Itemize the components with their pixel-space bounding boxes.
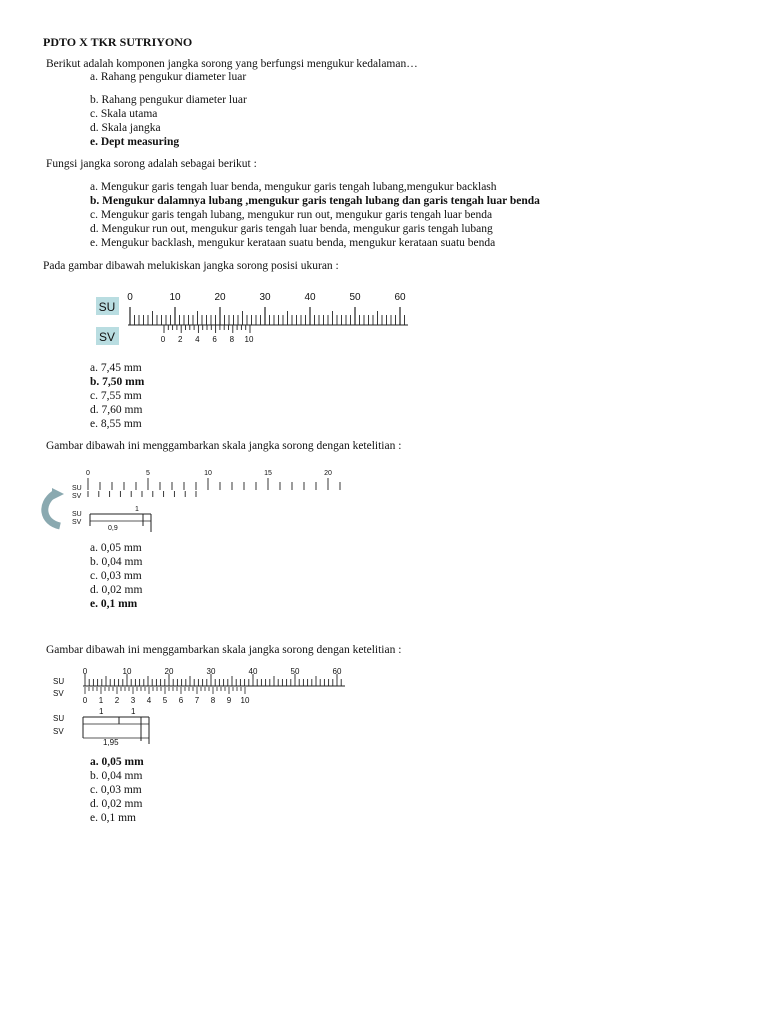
q2-option-b: b. Mengukur dalamnya lubang ,mengukur garis tengah lubang dan garis tengah luar benda [90, 195, 540, 207]
q1-option-b: b. Rahang pengukur diameter luar [90, 94, 247, 106]
q2-option-c: c. Mengukur garis tengah lubang, mengukur run out, mengukur garis tengah luar benda [90, 209, 493, 221]
q3-option-d: d. 7,60 mm [90, 404, 143, 416]
main-scale-label: 15 [264, 470, 272, 477]
vernier-scale-label: 4 [195, 335, 200, 344]
q2-option-d: d. Mengukur run out, mengukur garis tengah luar benda, mengukur garis tengah lubang [90, 223, 493, 235]
q4-option-e: e. 0,1 mm [90, 598, 138, 610]
vernier-scale-label: 1 [98, 696, 104, 705]
main-scale-label: 50 [349, 292, 361, 303]
detail-top-value-b: 1 [131, 707, 136, 716]
question-4-text: Gambar dibawah ini menggambarkan skala jangka sorong dengan ketelitian : [46, 440, 402, 452]
main-scale-label: 60 [332, 667, 342, 676]
question-2-text: Fungsi jangka sorong adalah sebagai berikut : [46, 158, 257, 170]
q1-option-c: c. Skala utama [90, 108, 158, 120]
question-3-text: Pada gambar dibawah melukiskan jangka sorong posisi ukuran : [43, 260, 339, 272]
q4-option-d: d. 0,02 mm [90, 584, 143, 596]
vernier-scale-label: 4 [146, 696, 152, 705]
vernier-scale-label: 9 [226, 696, 232, 705]
main-scale-label: 30 [206, 667, 216, 676]
vernier-scale-label: 3 [130, 696, 136, 705]
vernier-scale-label: 10 [244, 335, 254, 344]
q4-option-b: b. 0,04 mm [90, 556, 143, 568]
main-scale-label: 20 [214, 292, 226, 303]
vernier-scale-label: 0 [160, 335, 166, 344]
vernier-scale-label: 5 [162, 696, 168, 705]
vernier-scale-label: 6 [178, 696, 184, 705]
main-scale-label: 40 [248, 667, 258, 676]
main-scale-label: 10 [122, 667, 132, 676]
main-scale-label: 0 [127, 292, 133, 303]
main-scale-label: 0 [86, 470, 90, 477]
vernier-scale-label: 2 [114, 696, 120, 705]
detail-top-value-a: 1 [99, 707, 104, 716]
detail-top-value: 1 [135, 506, 139, 513]
sv-label: SV [98, 330, 116, 344]
vernier-scale-label: 0 [82, 696, 88, 705]
main-scale-label: 5 [146, 470, 150, 477]
q5-option-a: a. 0,05 mm [90, 756, 144, 768]
q4-option-a: a. 0,05 mm [90, 542, 142, 554]
question-1-text: Berikut adalah komponen jangka sorong yang berfungsi mengukur kedalaman… [46, 58, 418, 70]
main-scale-label: 10 [204, 470, 212, 477]
q5-option-e: e. 0,1 mm [90, 812, 136, 824]
caliper-figure-3 [45, 666, 365, 748]
detail-bottom-value: 0,9 [108, 525, 118, 532]
detail-su-label: SU [72, 511, 82, 518]
vernier-scale-label: 2 [177, 335, 183, 344]
page-title: PDTO X TKR SUTRIYONO [43, 35, 193, 49]
detail-sv-label: SV [72, 519, 82, 526]
question-5-text: Gambar dibawah ini menggambarkan skala jangka sorong dengan ketelitian : [46, 644, 402, 656]
q1-option-a: a. Rahang pengukur diameter luar [90, 71, 247, 83]
vernier-scale-label: 7 [194, 696, 200, 705]
main-scale-label: 10 [169, 292, 181, 303]
q5-option-c: c. 0,03 mm [90, 784, 142, 796]
q1-option-e: e. Dept measuring [90, 136, 180, 148]
vernier-scale-label: 8 [210, 696, 216, 705]
q3-option-e: e. 8,55 mm [90, 418, 142, 430]
vernier-scale-label: 8 [229, 335, 235, 344]
vernier-scale-label: 6 [212, 335, 217, 344]
main-scale-label: 20 [324, 470, 332, 477]
main-scale-label: 0 [82, 667, 88, 676]
detail-su-label: SU [53, 714, 65, 723]
su-label: SU [72, 485, 82, 492]
q5-option-d: d. 0,02 mm [90, 798, 143, 810]
sv-label: SV [53, 689, 64, 698]
sv-label: SV [72, 493, 82, 500]
main-scale-label: 40 [304, 292, 316, 303]
vernier-scale-label: 10 [240, 696, 250, 705]
q3-option-a: a. 7,45 mm [90, 362, 142, 374]
q3-option-c: c. 7,55 mm [90, 390, 142, 402]
q2-option-e: e. Mengukur backlash, mengukur kerataan suatu benda, mengukur kerataan suatu benda [90, 237, 496, 249]
caliper-figure-2 [40, 466, 360, 536]
detail-sv-label: SV [53, 727, 64, 736]
q5-option-b: b. 0,04 mm [90, 770, 143, 782]
q2-option-a: a. Mengukur garis tengah luar benda, mengukur garis tengah lubang,mengukur backlash [90, 181, 497, 193]
q3-option-b: b. 7,50 mm [90, 376, 145, 388]
main-scale-label: 50 [290, 667, 300, 676]
arrow-head-icon [52, 488, 64, 500]
caliper-figure-1 [90, 285, 420, 350]
q4-option-c: c. 0,03 mm [90, 570, 142, 582]
su-label: SU [53, 677, 65, 686]
main-scale-label: 60 [394, 292, 406, 303]
su-label: SU [98, 300, 116, 314]
q1-option-d: d. Skala jangka [90, 122, 161, 134]
main-scale-label: 30 [259, 292, 271, 303]
main-scale-label: 20 [164, 667, 174, 676]
detail-bottom-value: 1,95 [103, 738, 119, 747]
